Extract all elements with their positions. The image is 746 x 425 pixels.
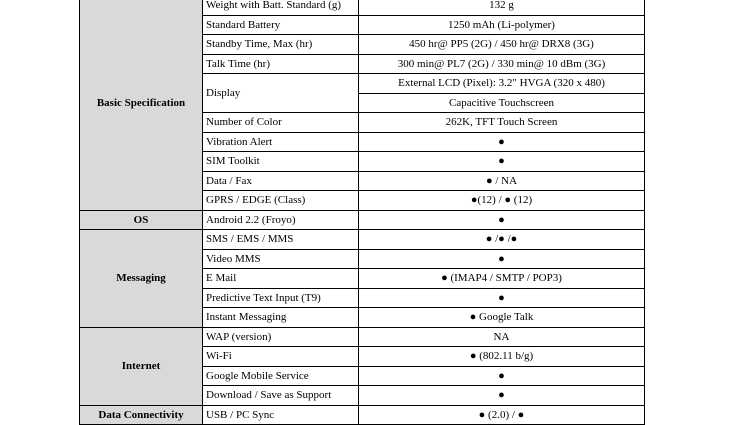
value-cell: ●(12) / ● (12) — [359, 191, 645, 211]
feature-cell: Talk Time (hr) — [203, 54, 359, 74]
feature-cell: Download / Save as Support — [203, 386, 359, 406]
spec-table-body — [80, 0, 645, 425]
feature-cell: Google Mobile Service — [203, 366, 359, 386]
feature-cell: Video MMS — [203, 249, 359, 269]
table-row — [80, 210, 645, 230]
value-cell: ● — [359, 132, 645, 152]
feature-cell: SMS / EMS / MMS — [203, 230, 359, 250]
value-cell: NA — [359, 327, 645, 347]
feature-cell: Display — [203, 74, 359, 113]
value-cell: ● — [359, 152, 645, 172]
feature-cell: Standby Time, Max (hr) — [203, 35, 359, 55]
feature-cell: Android 2.2 (Froyo) — [203, 210, 359, 230]
value-cell: 262K, TFT Touch Screen — [359, 113, 645, 133]
value-cell: ● — [359, 288, 645, 308]
value-cell: 132 g — [359, 0, 645, 15]
feature-cell: Standard Battery — [203, 15, 359, 35]
table-row — [80, 327, 645, 347]
feature-cell: GPRS / EDGE (Class) — [203, 191, 359, 211]
feature-cell: Vibration Alert — [203, 132, 359, 152]
feature-cell: Wi-Fi — [203, 347, 359, 367]
feature-cell: E Mail — [203, 269, 359, 289]
value-cell: Capacitive Touchscreen — [359, 93, 645, 113]
value-cell: ● — [359, 210, 645, 230]
value-cell: ● (802.11 b/g) — [359, 347, 645, 367]
table-row — [80, 0, 645, 15]
feature-cell: USB / PC Sync — [203, 405, 359, 425]
value-cell: ● — [359, 249, 645, 269]
category-cell: Data Connectivity — [80, 405, 203, 425]
category-cell: OS — [80, 210, 203, 230]
value-cell: ● — [359, 386, 645, 406]
feature-cell: SIM Toolkit — [203, 152, 359, 172]
value-cell: 1250 mAh (Li-polymer) — [359, 15, 645, 35]
feature-cell: WAP (version) — [203, 327, 359, 347]
feature-cell: Weight with Batt. Standard (g) — [203, 0, 359, 15]
value-cell: ● Google Talk — [359, 308, 645, 328]
table-row — [80, 230, 645, 250]
spec-table — [79, 0, 645, 425]
value-cell: ● / NA — [359, 171, 645, 191]
feature-cell: Number of Color — [203, 113, 359, 133]
value-cell: 300 min@ PL7 (2G) / 330 min@ 10 dBm (3G) — [359, 54, 645, 74]
category-cell: Messaging — [80, 230, 203, 328]
category-cell: Internet — [80, 327, 203, 405]
feature-cell: Data / Fax — [203, 171, 359, 191]
value-cell: ● (2.0) / ● — [359, 405, 645, 425]
feature-cell: Predictive Text Input (T9) — [203, 288, 359, 308]
table-row — [80, 405, 645, 425]
feature-cell: Instant Messaging — [203, 308, 359, 328]
value-cell: ● /● /● — [359, 230, 645, 250]
value-cell: ● (IMAP4 / SMTP / POP3) — [359, 269, 645, 289]
category-cell: Basic Specification — [80, 0, 203, 210]
value-cell: ● — [359, 366, 645, 386]
value-cell: External LCD (Pixel): 3.2" HVGA (320 x 480) — [359, 74, 645, 94]
value-cell: 450 hr@ PP5 (2G) / 450 hr@ DRX8 (3G) — [359, 35, 645, 55]
